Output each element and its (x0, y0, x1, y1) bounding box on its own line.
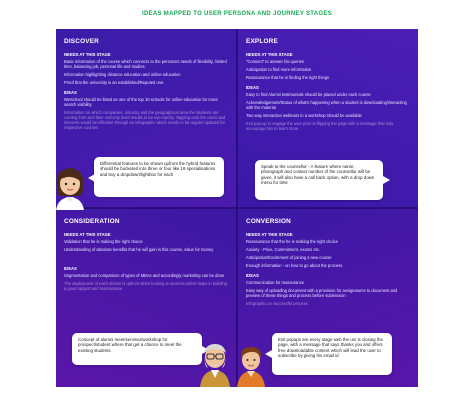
speech-bubble-consideration (72, 333, 202, 365)
need-item: Anticipation to find more information (246, 67, 312, 72)
bubble-text: Concept of alumni meet/seminar/workshop for prospect/student where that get a chance to meet the existing students (78, 337, 182, 353)
idea-item: Easy to find Alumni testimonials should be placed under each course (246, 92, 371, 97)
need-item: Reassurance that the he is making the right choice (246, 239, 338, 244)
idea-item: Information on which companies, industry and the geographical area the students are coming from and their seniority level results to be eye-catchy. Tapping onto the users and interests would be effective through an infographic which needs to be regular updated for respective courses (64, 110, 226, 130)
bubble-text: Exit popups are every stage web the usr is closing the page, with a message that says thanks you and offers free downloadable content which will lead the user to subscribe by giving his email id (278, 337, 383, 359)
needs-label: NEEDS AT THIS STAGE (64, 52, 111, 57)
ideas-label: IDEAS (246, 85, 259, 90)
idea-item: Communication for reassurance (246, 280, 305, 285)
speech-bubble-discover (94, 157, 224, 197)
male-avatar (234, 343, 268, 387)
need-item: Validation that he is making the right choice (64, 239, 143, 244)
idea-item: The deployment of each alumni is upfront when looking at sections which helps in building a good rapport and reassurance (64, 281, 227, 291)
need-item: "Connect" to answer his queries (246, 59, 304, 64)
idea-item: Easy way of uploading document with a provision for assignatures to document and preview of these things and process before submission (246, 288, 398, 298)
need-item: Proof that the university is an established/Reputed one. (64, 80, 165, 85)
ideas-label: IDEAS (246, 273, 259, 278)
need-item: Understanding of absolute benefits that he will gain in this course, value for money (64, 247, 214, 252)
needs-label: NEEDS AT THIS STAGE (246, 52, 293, 57)
idea-item: Two way interactive webinars in a workshop should be available (246, 113, 362, 118)
speech-bubble-explore (255, 160, 383, 200)
need-item: Anxiety - Price, Commitment, exams etc. (246, 247, 320, 252)
divider-horizontal (56, 207, 418, 209)
need-item: Reassurance that he is finding the right things (246, 75, 330, 80)
quadrant-title: CONVERSION (246, 218, 291, 225)
need-item: Anticipation/Excitement of joining a new course (246, 255, 332, 260)
need-item: Enough information - on how to go about the process (246, 263, 343, 268)
female-avatar (50, 164, 90, 210)
idea-item: Exit pop-up to engage the user prior to flipping the page with a message that may encourage him to learn more (246, 121, 394, 131)
quadrant-title: DISCOVER (64, 38, 99, 45)
idea-item: Acknowledgement/Status of what's happening when a student is downloading/interacting with the material (246, 100, 407, 110)
bubble-text: Speak to the counsellor - A feature where name, photograph and contact number of the counsellor will be given, it will also have a call back option, with a drop down menu for time (261, 164, 375, 186)
needs-label: NEEDS AT THIS STAGE (64, 232, 111, 237)
ideas-label: IDEAS (64, 90, 77, 95)
speech-bubble-conversion (272, 333, 392, 375)
need-item: Basic information of the course which connects to the persona's needs of flexibility, limited time, balancing job, personal life and studies. (64, 59, 227, 69)
bubble-tail (383, 176, 390, 184)
idea-item: Infographic on successful process (246, 301, 308, 306)
bubble-text: Differential features to be shown upfront the hybrid features should be bucketed into three or four like 18 specialisations and buy a dropdown/lightbox for each (100, 161, 216, 177)
ideas-label: IDEAS (64, 266, 77, 271)
need-item: Information highlighting distance education and online education (64, 72, 181, 77)
idea-item: Segmentation and comparison of types of MBAs and accordingly marketing can be done (64, 273, 225, 278)
idea-item: WeSchool should be listed as one of the top 10 schools for online education for more search visibility. (64, 97, 218, 107)
quadrant-title: EXPLORE (246, 38, 278, 45)
male-avatar-glasses (196, 340, 234, 387)
quadrant-title: CONSIDERATION (64, 218, 120, 225)
needs-label: NEEDS AT THIS STAGE (246, 232, 293, 237)
page-title: IDEAS MAPPED TO USER PERSONA AND JOURNEY STAGES (141, 11, 333, 17)
